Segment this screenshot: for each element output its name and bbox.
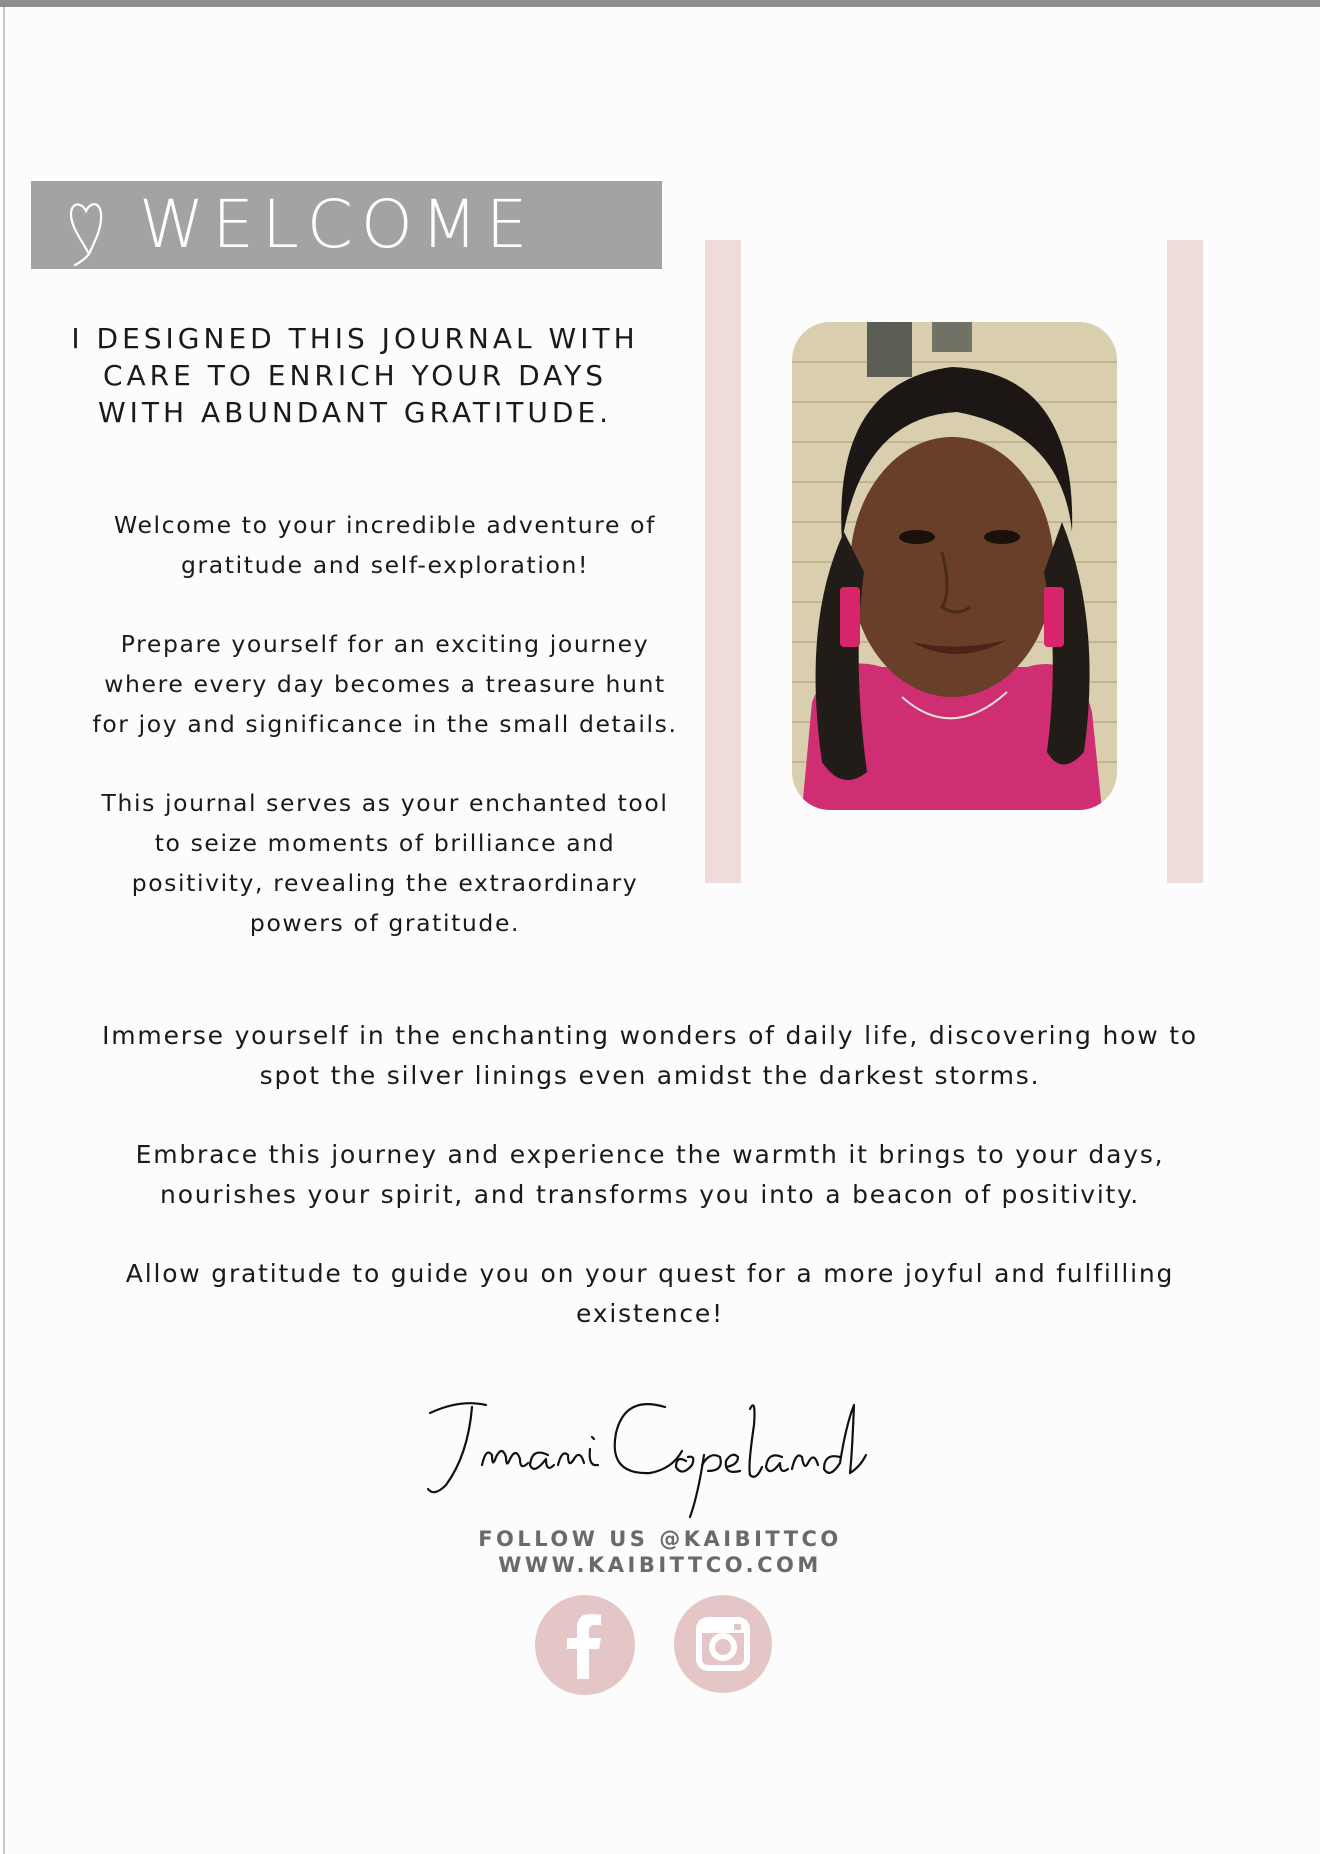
author-photo-illustration xyxy=(792,322,1117,810)
welcome-title: WELCOME xyxy=(139,186,536,263)
accent-stripe-right xyxy=(1167,240,1203,883)
paragraph-welcome: Welcome to your incredible adventure of gratitude and self-exploration! xyxy=(114,511,656,579)
window-top-bar xyxy=(0,0,1320,7)
paragraph-prepare: Prepare yourself for an exciting journey where every day becomes a treasure hunt for joy and significance in the small details. xyxy=(92,630,678,738)
paragraph-immerse: Immerse yourself in the enchanting wonders of daily life, discovering how to spot the silver linings even amidst the darkest storms. xyxy=(102,1021,1198,1090)
left-column-text xyxy=(90,505,680,982)
follow-handle: FOLLOW US @KAIBITTCO xyxy=(478,1527,842,1551)
full-width-text xyxy=(100,1016,1200,1373)
paragraph-allow-gratitude: Allow gratitude to guide you on your quest for a more joyful and fulfilling existence! xyxy=(125,1259,1175,1328)
author-photo xyxy=(792,322,1117,810)
heart-icon xyxy=(51,181,111,269)
website-link[interactable]: WWW.KAIBITTCO.COM xyxy=(498,1553,822,1577)
instagram-glyph xyxy=(674,1595,772,1693)
instagram-icon[interactable] xyxy=(674,1595,772,1693)
welcome-banner xyxy=(31,181,662,269)
author-signature xyxy=(420,1385,900,1525)
facebook-icon[interactable] xyxy=(535,1595,635,1695)
accent-stripe-left xyxy=(705,240,741,883)
facebook-glyph xyxy=(535,1595,635,1695)
paragraph-journal-tool: This journal serves as your enchanted tool to seize moments of brilliance and positivity, revealing the extraordinary powers of gratitude. xyxy=(101,789,669,937)
intro-heading: I DESIGNED THIS JOURNAL WITH CARE TO ENRICH YOUR DAYS WITH ABUNDANT GRATITUDE. xyxy=(71,322,639,429)
paragraph-embrace: Embrace this journey and experience the warmth it brings to your days, nourishes your spirit, and transforms you into a beacon of positivity. xyxy=(135,1140,1165,1209)
